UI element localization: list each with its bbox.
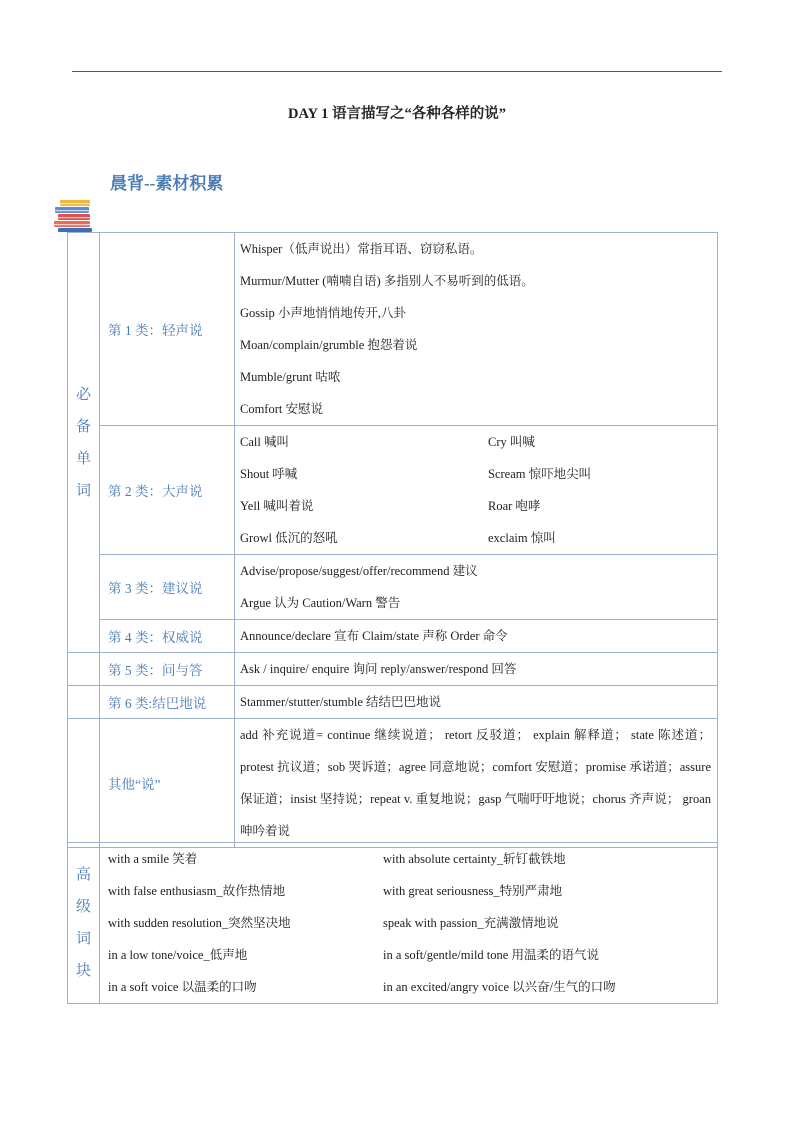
vocab-table bbox=[67, 232, 718, 848]
header-rule bbox=[72, 71, 722, 72]
vocab-pair: Shout 呼喊 Scream 惊吓地尖叫 bbox=[240, 467, 592, 481]
vocab-row-4 bbox=[68, 620, 718, 653]
phrase-pair: with false enthusiasm_故作热情地 with great seriousness_特别严肃地 bbox=[108, 884, 563, 898]
vocab-pair: Growl 低沉的怒吼 exclaim 惊叫 bbox=[240, 531, 556, 545]
category-label: 第 4 类：权威说 bbox=[100, 620, 235, 653]
category-content bbox=[235, 719, 718, 848]
phrase-pair: with a smile 笑着 with absolute certainty_斩钉截铁地 bbox=[108, 852, 566, 866]
vocab-row-7 bbox=[68, 719, 718, 848]
vocab-line: Murmur/Mutter (喃喃自语) 多指别人不易听到的低语。 bbox=[240, 274, 534, 288]
vocab-pair: Call 喊叫 Cry 叫喊 bbox=[240, 435, 535, 449]
vocab-line: Argue 认为 Caution/Warn 警告 bbox=[240, 596, 401, 610]
vocab-line: Announce/declare 宣布 Claim/state 声称 Order 命令 bbox=[240, 629, 508, 643]
category-content bbox=[235, 620, 718, 653]
category-label: 第 6 类:结巴地说 bbox=[100, 686, 235, 719]
category-label: 第 3 类：建议说 bbox=[100, 555, 235, 620]
vocab-line: Mumble/grunt 咕哝 bbox=[240, 370, 341, 384]
vocab-line: Moan/complain/grumble 抱怨着说 bbox=[240, 338, 418, 352]
phrase-pair: in a soft voice 以温柔的口吻 in an excited/angry voice 以兴奋/生气的口吻 bbox=[108, 980, 616, 994]
phrase-table bbox=[67, 842, 718, 1004]
vocab-row-3 bbox=[68, 555, 718, 620]
category-label: 第 2 类：大声说 bbox=[100, 426, 235, 555]
vocab-row-2 bbox=[68, 426, 718, 555]
vocab-line: Whisper（低声说出）常指耳语、窃窃私语。 bbox=[240, 242, 483, 256]
phrase-side-label: 高 级 词 块 bbox=[68, 843, 100, 1004]
category-label: 第 5 类：问与答 bbox=[100, 653, 235, 686]
phrase-row bbox=[68, 843, 718, 1004]
phrase-content bbox=[100, 843, 718, 1004]
category-content bbox=[235, 555, 718, 620]
section-title: 晨背--素材积累 bbox=[110, 174, 224, 193]
vocab-pair: Yell 喊叫着说 Roar 咆哮 bbox=[240, 499, 541, 513]
category-content bbox=[235, 233, 718, 426]
books-icon bbox=[52, 199, 96, 233]
vocab-line: Stammer/stutter/stumble 结结巴巴地说 bbox=[240, 695, 442, 709]
category-content bbox=[235, 426, 718, 555]
vocab-side-blank bbox=[68, 686, 100, 719]
vocab-line: Advise/propose/suggest/offer/recommend 建议 bbox=[240, 564, 478, 578]
vocab-row-1 bbox=[68, 233, 718, 426]
vocab-row-5 bbox=[68, 653, 718, 686]
vocab-side-blank bbox=[68, 653, 100, 686]
vocab-paragraph: add 补充说道= continue 继续说道； retort 反驳道； explain 解释道； state 陈述道； protest 抗议道；sob 哭诉道；agree 同意地说；comfort 安慰道；promise 承诺道；assure 保证道；insist 坚持说；repeat v. 重复地说；gasp 气喘吁吁地说；chorus 齐声说； groan 呻吟着说 bbox=[240, 728, 711, 838]
category-content bbox=[235, 686, 718, 719]
category-content bbox=[235, 653, 718, 686]
vocab-line: Ask / inquire/ enquire 询问 reply/answer/respond 回答 bbox=[240, 662, 517, 676]
phrase-pair: in a low tone/voice_低声地 in a soft/gentle/mild tone 用温柔的语气说 bbox=[108, 948, 599, 962]
vocab-side-label: 必 备 单 词 bbox=[68, 233, 100, 653]
phrase-pair: with sudden resolution_突然坚决地 speak with passion_充满激情地说 bbox=[108, 916, 559, 930]
vocab-line: Gossip 小声地悄悄地传开,八卦 bbox=[240, 306, 406, 320]
category-label: 其他“说” bbox=[100, 719, 235, 848]
vocab-line: Comfort 安慰说 bbox=[240, 402, 323, 416]
page-title: DAY 1 语言描写之“各种各样的说” bbox=[287, 106, 507, 122]
category-label: 第 1 类：轻声说 bbox=[100, 233, 235, 426]
vocab-side-blank bbox=[68, 719, 100, 848]
vocab-row-6 bbox=[68, 686, 718, 719]
